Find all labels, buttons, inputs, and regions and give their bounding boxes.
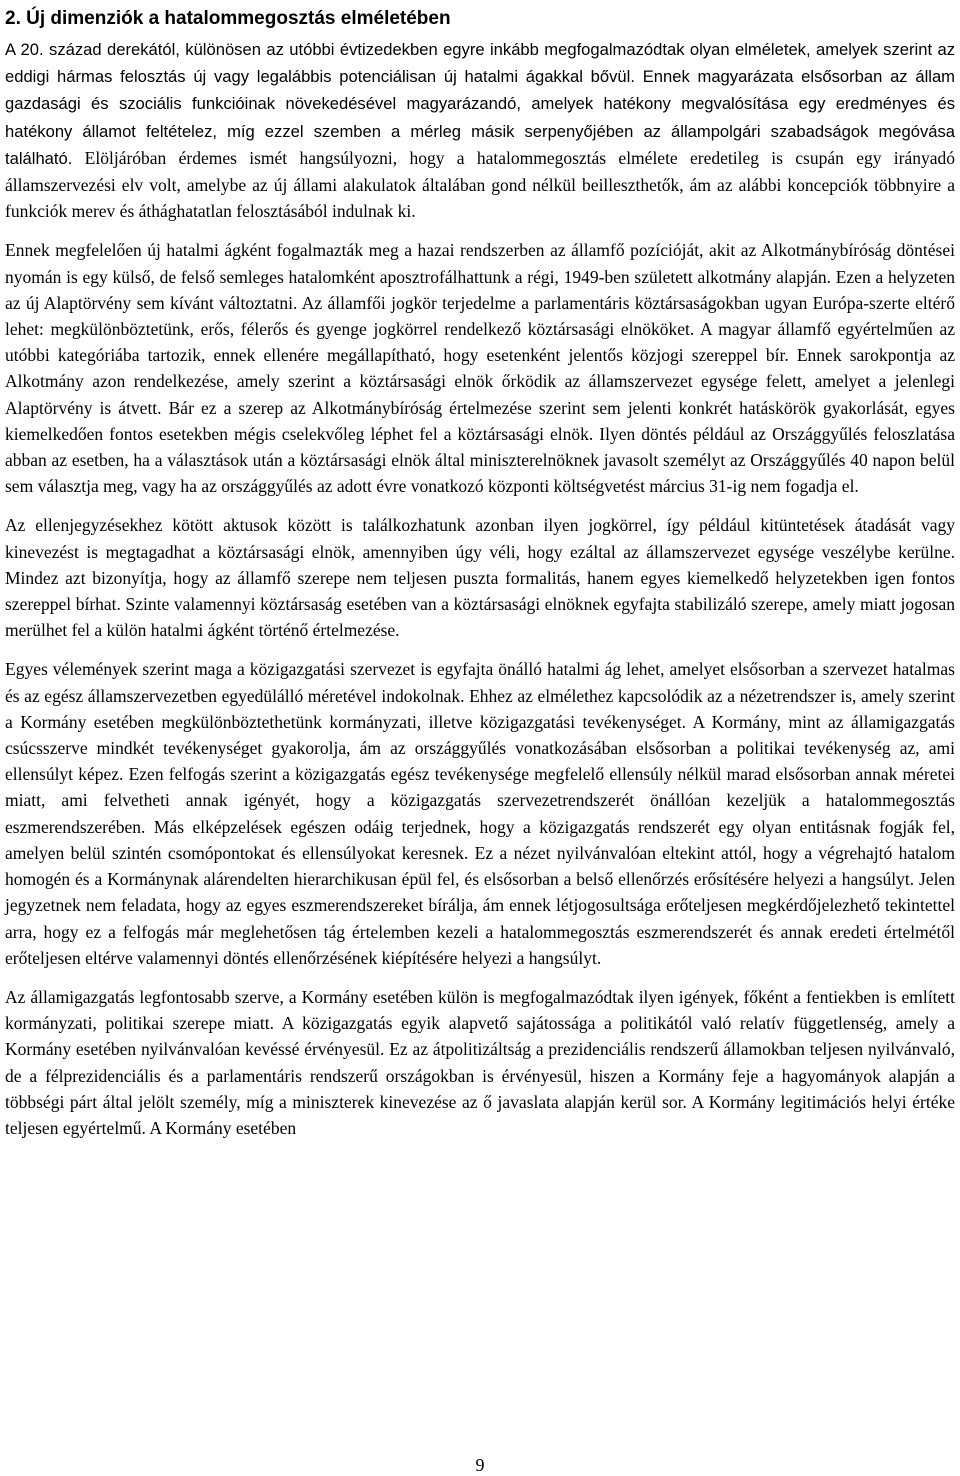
paragraph-4: Egyes vélemények szerint maga a közigazgatási szervezet is egyfajta önálló hatalmi ág lehet, amelyet elsősorban a szervezet hatalmas és az egész államszervezetben egyedülálló méretével indokolnak. Ehhez az elmélethez kapcsolódik az a nézetrendszer is, amely szerint a Kormány esetében megkülönböztethetünk kormányzati, illetve közigazgatási tevékenységet. A Kormány, mint az államigazgatás csúcsszerve mindkét tevékenységet gyakorolja, ám az országgyűlés vonatkozásában elsősorban a politikai tevékenység az, ami ellensúlyt képez. Ezen felfogás szerint a közigazgatás egész tevékenysége megfelelő ellensúly nélkül marad elsősorban annak méretei miatt, ami felvetheti annak igényét, hogy a közigazgatás szervezetrendszerét önállóan kezeljük a hatalommegosztás eszmerendszerében. Más elképzelések egészen odáig terjednek, hogy a közigazgatás rendszerét egy olyan entitásnak fogják fel, amelyen belül szintén csomópontokat és ellensúlyokat keresnek. Ez a nézet nyilvánvalóan eltekint attól, hogy a végrehajtó hatalom homogén és a Kormánynak alárendelten hierarchikusan épül fel, és elsősorban a belső ellenőrzés erősítésére helyezi a hangsúlyt. Jelen jegyzetnek nem feladata, hogy az egyes eszmerendszereket bírálja, ám ennek létjogosultsága erőteljesen megkérdőjelezhető tekintettel arra, hogy ez a felfogás már meglehetősen tág értelemben kezeli a hatalommegosztás eszmerendszerét és annak eredeti értelmétől erőteljesen eltérve valamennyi döntés ellenőrzésének kiépítésére helyezi a hangsúlyt. xyxy=(5,659,955,968)
paragraph-2: Ennek megfelelően új hatalmi ágként fogalmazták meg a hazai rendszerben az államfő pozícióját, akit az Alkotmánybíróság döntései nyomán is egy külső, de felső semleges hatalomként aposztrofálhattunk a régi, 1949-ben született alkotmány alapján. Ezen a helyzeten az új Alaptörvény sem kívánt változtatni. Az államfői jogkör terjedelme a parlamentáris köztársaságokban ugyan Európa-szerte eltérő lehet: megkülönböztetünk, erős, félerős és gyenge jogkörrel rendelkező köztársasági elnököket. A magyar államfő egyértelműen az utóbbi kategóriába tartozik, ennek ellenére megállapítható, hogy esetenként jelentős közjogi szereppel bír. Ennek sarokpontja az Alkotmány azon rendelkezése, amely szerint a köztársasági elnök őrködik az államszervezet egysége felett, amelyet a jelenlegi Alaptörvény is átvett. Bár ez a szerep az Alkotmánybíróság értelmezése szerint sem jelenti konkrét hatáskörök gyakorlását, egyes kiemelkedően fontos esetekben mégis cselekvőleg léphet fel a köztársasági elnök. Ilyen döntés például az Országgyűlés feloszlatása abban az esetben, ha a választások után a köztársasági elnök által miniszterelnöknek javasolt személyt az Országgyűlés 40 napon belül sem választja meg, vagy ha az országgyűlés az adott évre vonatkozó központi költségvetést március 31-ig nem fogadja el. xyxy=(5,240,955,497)
section-title: 2. Új dimenziók a hatalommegosztás elméletében xyxy=(5,8,451,29)
paragraph-5: Az államigazgatás legfontosabb szerve, a Kormány esetében külön is megfogalmazódtak ilyen igények, főként a fentiekben is említett kormányzati, politikai szerepe miatt. A közigazgatás egyik alapvető sajátossága a politikától való relatív függetlenség, amely a Kormány esetében nyilvánvalóan kevéssé érvényesül. Ez az átpolitizáltság a prezidenciális rendszerű államokban teljesen nyilvánvaló, de a félprezidenciális és a parlamentáris rendszerű országokban is érvényesül, hiszen a Kormány feje a hagyományok alapján a többségi párt által jelölt személy, míg a miniszterek kinevezése az ő javaslata alapján kerül sor. A Kormány legitimációs helyi értéke teljesen egyértelmű. A Kormány esetében xyxy=(5,986,955,1138)
paragraph-1 xyxy=(5,36,955,224)
page-number: 9 xyxy=(475,1455,485,1475)
document-page xyxy=(5,0,955,1154)
paragraph-3: Az ellenjegyzésekhez kötött aktusok között is találkozhatunk azonban ilyen jogkörrel, így például kitüntetések átadását vagy kinevezést is megtagadhat a köztársasági elnök, amennyiben úgy véli, hogy ezáltal az államszervezet egysége veszélybe kerülne. Mindez azt bizonyítja, hogy az államfő szerepe nem teljesen puszta formalitás, hanem egyes kiemelkedő helyzetekben igen fontos szereppel bírhat. Szinte valamennyi köztársaság esetében van a köztársasági elnöknek egyfajta stabilizáló szerepe, amely miatt jogosan merülhet fel a külön hatalmi ágként történő értelmezése. xyxy=(5,515,955,641)
paragraph-1-sans-text: A 20. század derekától, különösen az utóbbi évtizedekben egyre inkább megfogalmazódtak olyan elméletek, amelyek szerint az eddigi hármas felosztás új vagy legalábbis potenciálisan új hatalmi ágakkal bővül. Ennek magyarázata elsősorban az állam gazdasági és szociális funkcióinak növekedésével magyarázandó, amelyek hatékony megvalósítása egy eredményes és hatékony államot feltételez, míg ezzel szemben a mérleg másik serpenyőjében az állampolgári szabadságok megóvása található. xyxy=(5,40,955,168)
paragraph-1-serif-text: Elöljáróban érdemes ismét hangsúlyozni, hogy a hatalommegosztás elmélete eredetileg is csupán egy irányadó államszervezési elv volt, amelybe az új állami alakulatok általában gond nélkül beilleszthetők, ám az alábbi koncepciók többnyire a funkciók merev és áthághatatlan felosztásából indulnak ki. xyxy=(5,147,955,222)
